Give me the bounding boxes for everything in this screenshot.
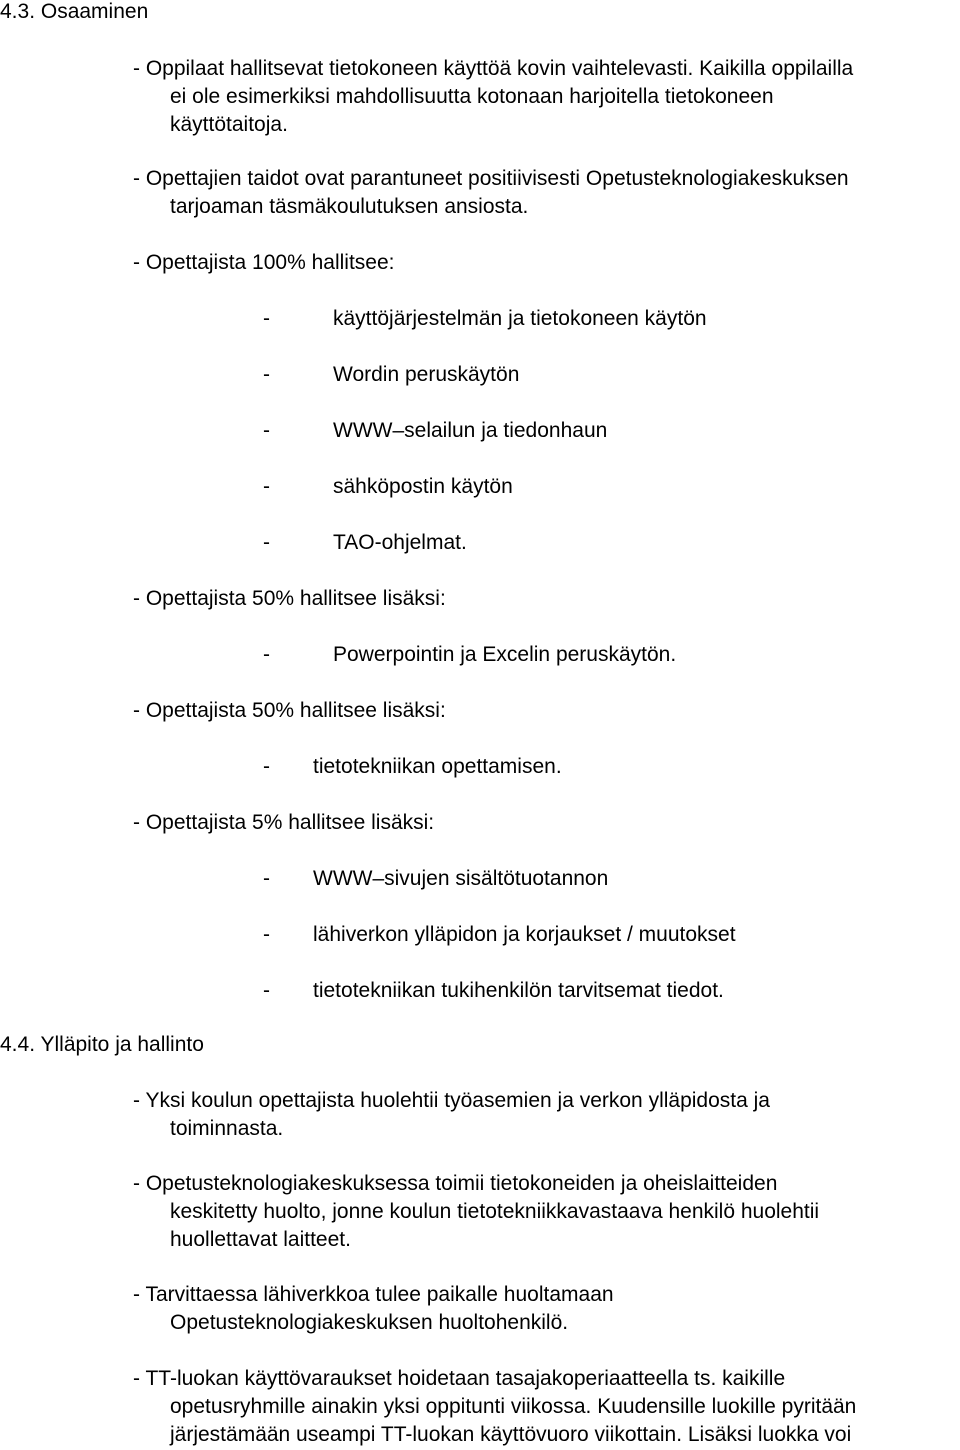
list-dash: - bbox=[263, 363, 270, 386]
list-dash: - bbox=[263, 867, 270, 890]
paragraph-line: opetusryhmille ainakin yksi oppitunti viikossa. Kuudensille luokille pyritään bbox=[170, 1395, 857, 1418]
list-item-text: Wordin peruskäytön bbox=[333, 363, 520, 386]
paragraph-line: - Opettajista 50% hallitsee lisäksi: bbox=[133, 587, 446, 610]
list-item-text: WWW–sivujen sisältötuotannon bbox=[313, 867, 609, 890]
paragraph-line: - TT-luokan käyttövaraukset hoidetaan tasajakoperiaatteella ts. kaikille bbox=[133, 1367, 786, 1390]
paragraph-lahiverkko bbox=[133, 1281, 959, 1337]
list-item-text: käyttöjärjestelmän ja tietokoneen käytön bbox=[333, 307, 707, 330]
paragraph-line: - Yksi koulun opettajista huolehtii työasemien ja verkon ylläpidosta ja bbox=[133, 1089, 770, 1112]
group-intro-5 bbox=[133, 809, 959, 837]
paragraph-oppilaat bbox=[133, 55, 959, 139]
list-dash: - bbox=[263, 643, 270, 666]
paragraph-line: toiminnasta. bbox=[170, 1117, 284, 1140]
list-dash: - bbox=[263, 755, 270, 778]
paragraph-line: - Tarvittaessa lähiverkkoa tulee paikalle huoltamaan bbox=[133, 1283, 614, 1306]
group-intro-50-b bbox=[133, 697, 959, 725]
paragraph-line: huollettavat laitteet. bbox=[170, 1228, 351, 1251]
paragraph-line: - Opettajista 5% hallitsee lisäksi: bbox=[133, 811, 435, 834]
paragraph-line: ei ole esimerkiksi mahdollisuutta kotonaan harjoitella tietokoneen bbox=[170, 85, 774, 108]
list-item-text: tietotekniikan tukihenkilön tarvitsemat tiedot. bbox=[313, 979, 724, 1002]
paragraph-tt-luokka bbox=[133, 1365, 959, 1449]
list-item-text: sähköpostin käytön bbox=[333, 475, 513, 498]
paragraph-line: keskitetty huolto, jonne koulun tietotekniikkavastaava henkilö huolehtii bbox=[170, 1200, 820, 1223]
paragraph-opettajien-taidot bbox=[133, 165, 959, 221]
list-dash: - bbox=[263, 979, 270, 1002]
paragraph-line: järjestämään useampi TT-luokan käyttövuoro viikottain. Lisäksi luokka voi bbox=[170, 1423, 852, 1446]
list-item-text: tietotekniikan opettamisen. bbox=[313, 755, 562, 778]
paragraph-line: - Opetusteknologiakeskuksessa toimii tietokoneiden ja oheislaitteiden bbox=[133, 1172, 778, 1195]
list-item-text: TAO-ohjelmat. bbox=[333, 531, 467, 554]
section-heading-yllapito: 4.4. Ylläpito ja hallinto bbox=[0, 1033, 204, 1056]
paragraph-yksi-opettaja bbox=[133, 1087, 959, 1143]
list-dash: - bbox=[263, 475, 270, 498]
section-heading-osaaminen: 4.3. Osaaminen bbox=[0, 0, 149, 23]
list-item-text: Powerpointin ja Excelin peruskäytön. bbox=[333, 643, 677, 666]
list-dash: - bbox=[263, 923, 270, 946]
list-dash: - bbox=[263, 419, 270, 442]
paragraph-keskitetty-huolto bbox=[133, 1170, 959, 1254]
group-intro-100 bbox=[133, 249, 959, 277]
list-item-text: lähiverkon ylläpidon ja korjaukset / muutokset bbox=[313, 923, 736, 946]
paragraph-line: - Opettajien taidot ovat parantuneet positiivisesti Opetusteknologiakeskuksen bbox=[133, 167, 849, 190]
paragraph-line: - Opettajista 100% hallitsee: bbox=[133, 251, 395, 274]
paragraph-line: - Oppilaat hallitsevat tietokoneen käyttöä kovin vaihtelevasti. Kaikilla oppilailla bbox=[133, 57, 854, 80]
paragraph-line: Opetusteknologiakeskuksen huoltohenkilö. bbox=[170, 1311, 569, 1334]
paragraph-line: tarjoaman täsmäkoulutuksen ansiosta. bbox=[170, 195, 529, 218]
list-dash: - bbox=[263, 531, 270, 554]
list-item-text: WWW–selailun ja tiedonhaun bbox=[333, 419, 608, 442]
paragraph-line: käyttötaitoja. bbox=[170, 113, 288, 136]
paragraph-line: - Opettajista 50% hallitsee lisäksi: bbox=[133, 699, 446, 722]
group-intro-50-a bbox=[133, 585, 959, 613]
list-dash: - bbox=[263, 307, 270, 330]
